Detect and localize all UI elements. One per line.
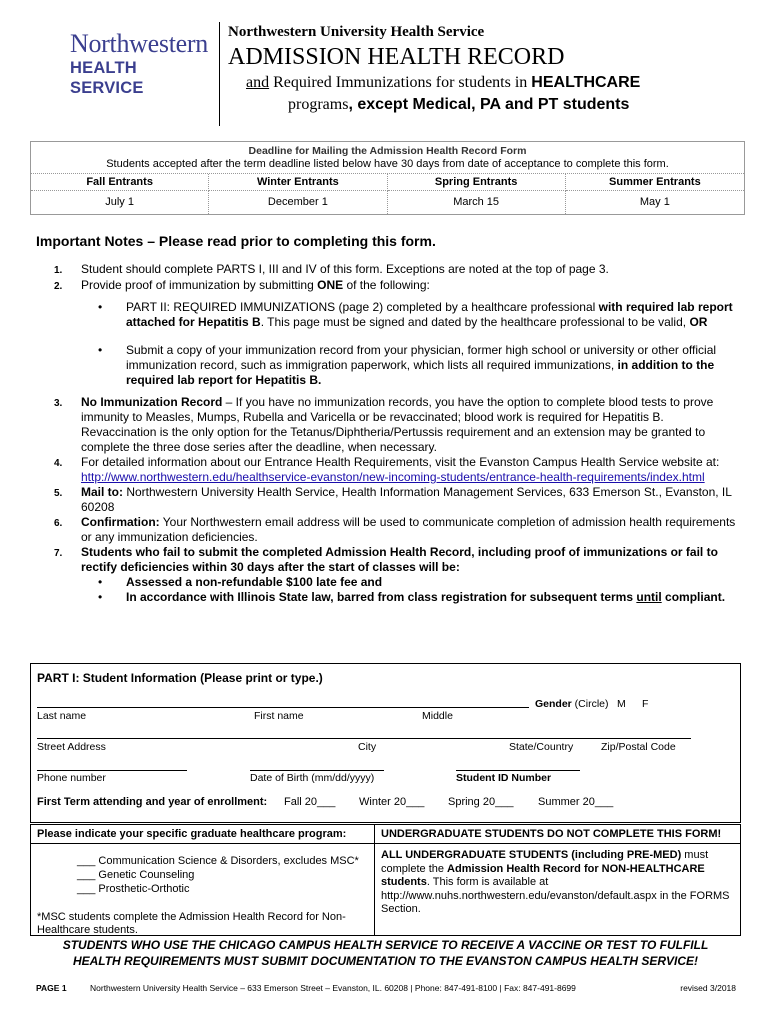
deadline-title: Deadline for Mailing the Admission Health Record Form (248, 145, 527, 157)
bullet-item (98, 300, 736, 330)
subtitle-and: and (246, 74, 270, 91)
note-item (36, 262, 736, 278)
msc-note: *MSC students complete the Admission Health Record for Non-Healthcare students. (37, 911, 346, 936)
deadline-date: July 1 (31, 191, 209, 214)
header-divider (219, 22, 220, 126)
subtitle-bold: HEALTHCARE (531, 74, 641, 91)
note-text: Student should complete PARTS I, III and IV of this form. Exceptions are noted at the top of page 3. (81, 262, 609, 276)
student-id-label: Student ID Number (456, 772, 552, 784)
page-number: PAGE 1 (36, 983, 67, 993)
middle-name-label: Middle (422, 710, 453, 722)
dob-input-line[interactable] (250, 770, 384, 771)
bullet-text: In accordance with Illinois State law, barred from class registration for subsequent terms until compliant. (126, 590, 726, 604)
logo-wordmark: Northwestern (70, 29, 208, 58)
form-title: ADMISSION HEALTH RECORD (228, 44, 565, 70)
note-number: 5. (54, 488, 63, 499)
graduate-program-box (30, 824, 375, 936)
deadline-column (566, 174, 744, 214)
note-item (36, 455, 736, 485)
bullet-item (98, 343, 736, 388)
note-number: 1. (54, 265, 63, 276)
name-input-line[interactable] (37, 707, 529, 708)
notes-list (36, 262, 736, 605)
bullet-item (98, 575, 736, 590)
student-id-input-line[interactable] (456, 770, 580, 771)
program-box-heading: Please indicate your specific graduate healthcare program: (31, 825, 374, 844)
undergraduate-notice-box (374, 824, 741, 936)
form-subtitle (246, 72, 748, 94)
phone-input-line[interactable] (37, 770, 187, 771)
revision-date: revised 3/2018 (680, 983, 736, 993)
bullet-icon: • (98, 575, 103, 589)
note-number: 4. (54, 458, 63, 469)
note-number: 6. (54, 518, 63, 529)
summer-term-field[interactable]: Summer 20___ (538, 796, 614, 808)
note-number: 2. (54, 281, 63, 292)
bullet-icon: • (98, 300, 103, 314)
subtitle2-text: programs (288, 96, 349, 113)
winter-term-field[interactable]: Winter 20___ (359, 796, 425, 808)
program-option-prosthetic-orthotic[interactable]: ___ Prosthetic-Orthotic (77, 883, 190, 895)
subtitle2-bold: , except Medical, PA and PT students (348, 96, 630, 113)
gender-field: Gender (Circle) (535, 698, 609, 710)
note-text: Mail to: Northwestern University Health Service, Health Information Management Services, 633 Emerson St., Evanston, IL 60208 (81, 485, 732, 514)
bullet-text: Assessed a non-refundable $100 late fee and (126, 575, 383, 589)
note-item (36, 515, 736, 545)
note-text: Provide proof of immunization by submitting ONE of the following: (81, 278, 430, 292)
chicago-notice-line: STUDENTS WHO USE THE CHICAGO CAMPUS HEALTH SERVICE TO RECEIVE A VACCINE OR TEST TO FULFILL (62, 938, 709, 952)
subtitle-text: Required Immunizations for students in (269, 74, 532, 91)
deadline-column (209, 174, 387, 214)
deadline-term: Spring Entrants (388, 174, 566, 191)
bullet-icon: • (98, 590, 103, 604)
part1-title: PART I: Student Information (Please print or type.) (37, 671, 323, 685)
note-text: Confirmation: Your Northwestern email address will be used to communicate completion of admission health requirements or any immunization deficiencies. (81, 515, 736, 544)
program-option-csd[interactable]: ___ Communication Science & Disorders, excludes MSC* (77, 855, 359, 867)
last-name-label: Last name (37, 710, 87, 722)
document-header (228, 22, 748, 116)
chicago-notice-line: HEALTH REQUIREMENTS MUST SUBMIT DOCUMENTATION TO THE EVANSTON CAMPUS HEALTH SERVICE! (72, 954, 699, 968)
note-number: 7. (54, 548, 63, 559)
deadline-column (31, 174, 209, 214)
deadline-date: May 1 (639, 196, 670, 208)
deadline-table (30, 141, 745, 215)
deadline-description: Students accepted after the term deadline listed below have 30 days from date of acceptance to complete this form. (106, 158, 669, 170)
form-subtitle-2 (288, 94, 748, 116)
bullet-item (98, 590, 736, 605)
notes-title: Important Notes – Please read prior to completing this form. (36, 233, 436, 249)
zip-code-label: Zip/Postal Code (601, 741, 676, 753)
spring-term-field[interactable]: Spring 20___ (448, 796, 514, 808)
note-item (36, 395, 736, 455)
state-country-label: State/Country (509, 741, 574, 753)
note-text: For detailed information about our Entrance Health Requirements, visit the Evanston Campus Health Service website at: http://www.northwestern.edu/healthservice-evanston/new-incoming-students/entrance-health-requirements/index.html (81, 455, 720, 484)
first-name-label: First name (254, 710, 304, 722)
phone-label: Phone number (37, 772, 106, 784)
undergrad-text: ALL UNDERGRADUATE STUDENTS (including PRE-MED) must complete the Admission Health Record for NON-HEALTHCARE students. This form is available at http://www.nuhs.northwestern.edu/evanston/default.aspx in the FORMS Section. (381, 849, 730, 915)
chicago-campus-notice (30, 937, 741, 969)
bullet-text: Submit a copy of your immunization record from your physician, former high school or university or other official immunization record, such as immigration paperwork, which lists all required immunizations, in addition to the required lab report for Hepatitis B. (126, 343, 717, 387)
gender-f-option[interactable]: F (642, 698, 649, 710)
entrance-requirements-link[interactable]: http://www.northwestern.edu/healthservice-evanston/new-incoming-students/entrance-health-requirements/index.html (81, 470, 705, 484)
bullet-icon: • (98, 343, 103, 357)
fall-term-field[interactable]: Fall 20___ (284, 796, 336, 808)
logo-subtitle: HEALTH SERVICE (70, 59, 144, 97)
northwestern-logo (70, 30, 215, 98)
address-input-line[interactable] (37, 738, 691, 739)
program-option-genetic-counseling[interactable]: ___ Genetic Counseling (77, 869, 195, 881)
part1-student-info (30, 663, 741, 823)
street-address-label: Street Address (37, 741, 106, 753)
first-term-label: First Term attending and year of enrollment: (37, 796, 268, 808)
note-item (36, 545, 736, 575)
deadline-column (388, 174, 566, 214)
org-name: Northwestern University Health Service (228, 24, 485, 40)
deadline-term: Fall Entrants (31, 174, 209, 191)
note-item (36, 485, 736, 515)
note-item (36, 278, 736, 294)
dob-label: Date of Birth (mm/dd/yyyy) (250, 772, 375, 784)
bullet-text: PART II: REQUIRED IMMUNIZATIONS (page 2) completed by a healthcare professional with required lab report attached for Hepatitis B. This page must be signed and dated by the healthcare professional to be valid, OR (126, 300, 733, 329)
note-text: Students who fail to submit the completed Admission Health Record, including proof of immunizations or fail to rectify deficiencies within 30 days after the start of classes will be: (81, 545, 718, 574)
undergrad-heading: UNDERGRADUATE STUDENTS DO NOT COMPLETE THIS FORM! (375, 825, 740, 844)
deadline-date: December 1 (209, 191, 387, 214)
city-label: City (358, 741, 377, 753)
note-text: No Immunization Record – If you have no immunization records, you have the option to complete blood tests to prove immunity to Measles, Mumps, Rubella and Varicella or be revaccinated; blood work is required for Hepatitis B. Revaccination is the only option for the Tetanus/Diphtheria/Pertussis requirement and an extension may be granted to complete the three dose series after the deadline, when necessary. (81, 395, 714, 454)
deadline-term: Summer Entrants (566, 174, 744, 191)
deadline-date: March 15 (388, 191, 566, 214)
deadline-term: Winter Entrants (209, 174, 387, 191)
note-number: 3. (54, 398, 63, 409)
gender-m-option[interactable]: M (617, 698, 626, 710)
footer-address: Northwestern University Health Service – 633 Emerson Street – Evanston, IL. 60208 | Phone: 847-491-8100 | Fax: 847-491-8699 (90, 983, 576, 993)
